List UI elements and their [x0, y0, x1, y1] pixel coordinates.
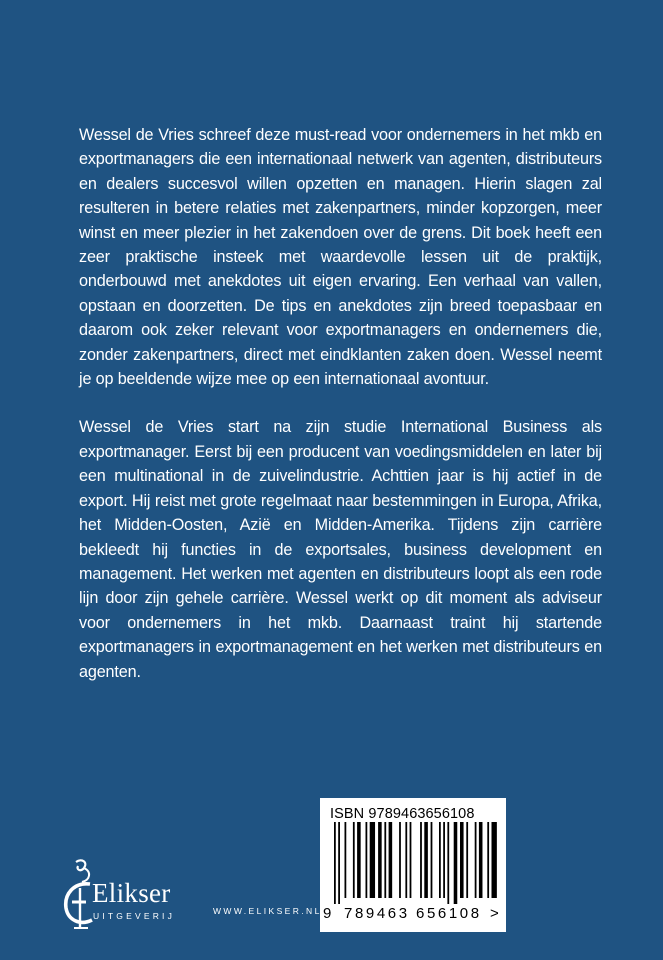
barcode-bar: [439, 822, 441, 898]
barcode-bar: [378, 822, 382, 898]
isbn-label: ISBN 9789463656108: [330, 806, 475, 822]
barcode-bar: [460, 822, 464, 898]
publisher-name: Elikser: [92, 878, 171, 908]
barcode-bar: [447, 822, 449, 904]
barcode-left-group: 789463: [344, 905, 410, 922]
barcode-bar: [454, 822, 458, 904]
barcode: [320, 822, 506, 906]
barcode-bar: [492, 822, 497, 898]
barcode-bar: [357, 822, 361, 898]
barcode-bar: [370, 822, 375, 898]
barcode-bar: [366, 822, 368, 898]
barcode-bar: [345, 822, 347, 898]
barcode-bar: [420, 822, 422, 898]
barcode-bar: [487, 822, 489, 898]
barcode-bar: [405, 822, 407, 898]
barcode-bar: [443, 822, 445, 898]
barcode-first-digit: 9: [323, 905, 332, 922]
blurb-paragraph-description: Wessel de Vries schreef deze must-read voor ondernemers in het mkb en exportmanagers die een internationaal netwerk van agenten, distributeurs en dealers succesvol willen opzetten en managen. Hierin slagen zal resulteren in betere relaties met zakenpartners, minder kopzorgen, meer winst en meer plezier in het zakendoen over de grens. Dit boek heeft een zeer praktische insteek met waardevolle lessen uit de praktijk, onderbouwd met anekdotes uit eigen ervaring. Een verhaal van vallen, opstaan en doorzetten. De tips en anekdotes zijn breed toepasbaar en daarom ook zeker relevant voor exportmanagers en ondernemers die, zonder zakenpartners, direct met eindklanten zaken doen. Wessel neemt je op beeldende wijze mee op een internationaal avontuur.: [79, 126, 602, 389]
barcode-bar: [466, 822, 468, 898]
isbn-barcode-box: [320, 798, 506, 932]
barcode-bar: [353, 822, 355, 898]
blurb-text: [79, 123, 602, 708]
barcode-bar: [399, 822, 401, 898]
barcode-bar: [338, 822, 340, 904]
barcode-bar: [431, 822, 433, 898]
barcode-bar: [479, 822, 483, 898]
barcode-bar: [475, 822, 477, 898]
barcode-bar: [424, 822, 428, 898]
barcode-bar: [334, 822, 336, 904]
barcode-bar: [410, 822, 412, 898]
blurb-paragraph-author-bio: Wessel de Vries start na zijn studie International Business als exportmanager. Eerst bij een producent van voedingsmiddelen en later bij een multinational in de zuivelindustrie. Achttien jaar is hij actief in de export. Hij reist met grote regelmaat naar bestemmingen in Europa, Afrika, het Midden-Oosten, Azië en Midden-Amerika. Tijdens zijn carrière bekleedt hij functies in de exportsales, business development en management. Het werken met agenten en distributeurs loopt als een rode lijn door zijn gehele carrière. Wessel werkt op dit moment als adviseur voor ondernemers in het mkb. Daarnaast traint hij startende exportmanagers in exportmanagement en het werken met distributeurs en agenten.: [79, 418, 602, 681]
publisher-logo: [62, 858, 202, 928]
publisher-subtitle: UITGEVERIJ: [93, 911, 176, 921]
barcode-bar: [389, 822, 393, 898]
barcode-right-group: 656108: [416, 905, 482, 922]
publisher-website: WWW.ELIKSER.NL: [213, 906, 322, 916]
barcode-bar: [384, 822, 386, 898]
barcode-marker: >: [490, 905, 499, 922]
